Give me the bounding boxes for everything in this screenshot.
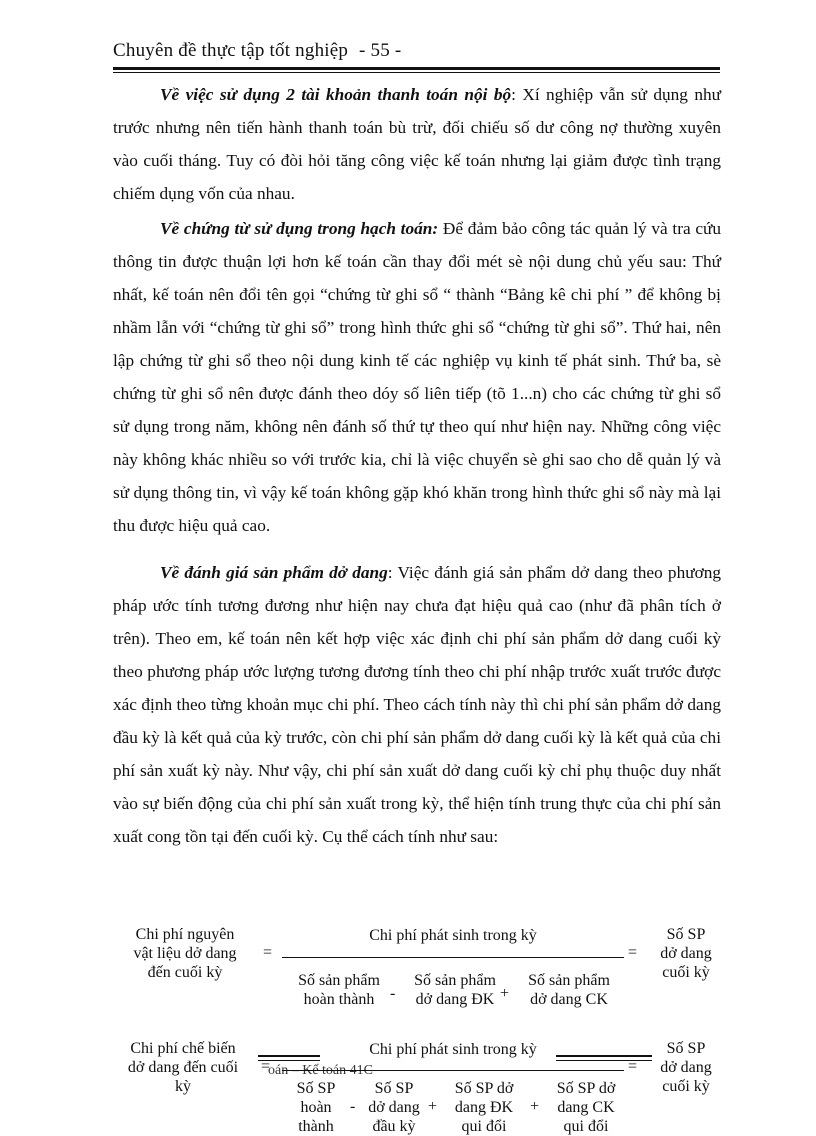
formula1-lhs: Chi phí nguyên vật liệu dở dang đến cuối kỳ	[133, 926, 237, 981]
formula2-plus-2: +	[530, 1098, 540, 1115]
paragraph-lead: Về việc sử dụng 2 tài khoản thanh toán nội bộ	[160, 85, 512, 104]
formula2-denominator-3: Số SP dở dang ĐK qui đổi	[454, 1080, 514, 1135]
formula2-rhs: Số SP dở dang cuối kỳ	[660, 1040, 712, 1095]
header-title: Chuyên đề thực tập tốt nghiệp	[113, 40, 349, 61]
formula2-lhs: Chi phí chế biến dở dang đến cuối kỳ	[127, 1040, 239, 1095]
header-rule-thick	[113, 67, 720, 70]
formula2-denominator-4: Số SP dở dang CK qui đổi	[556, 1080, 616, 1135]
formula1-plus: +	[500, 985, 510, 1002]
paragraph-text: : Xí nghiệp vẫn sử dụng như trước nhưng nên tiến hành thanh toán bù trừ, đối chiếu số dư công nợ thường xuyên vào cuối tháng. Tuy có đòi hỏi tăng công việc kế toán nhưng lại giảm được tình trạng chiếm dụng vốn của nhau.	[113, 85, 722, 203]
paragraph-internal-accounts	[113, 78, 721, 210]
formula1-minus: -	[390, 985, 396, 1002]
formula1-denominator-1: Số sản phẩm hoàn thành	[298, 972, 380, 1008]
paragraph-text: Để đảm bảo công tác quản lý và tra cứu thông tin được thuận lợi hơn kế toán cần thay đổi mét sè nội dung chủ yếu sau: Thứ nhất, kế toán nên đổi tên gọi “chứng từ ghi sổ “ thành “Bảng kê chi phí ” để không bị nhầm lẫn với “chứng từ ghi sổ” trong hình thức ghi sổ “chứng từ ghi sổ”. Thứ hai, nên lập chứng từ ghi sổ theo nội dung kinh tế các nghiệp vụ kinh tế phát sinh. Thứ ba, sè chứng từ ghi sổ nên được đánh theo dóy số liên tiếp (tõ 1...n) cho các chứng từ ghi sổ sử dụng trong năm, không nên đánh số thứ tự theo quí như hiện nay. Những công việc này không khác nhiều so với trước kia, chỉ là việc chuyển sè ghi sao cho dễ quản lý và sử dụng thông tin, vì vậy kế toán không gặp khó khăn trong hình thức ghi sổ này mà lại thu được hiệu quả cao.	[113, 219, 721, 535]
paragraph-text: : Việc đánh giá sản phẩm dở dang theo phương pháp ước tính tương đương như hiện nay chưa đạt hiệu quả cao (như đã phân tích ở trên). Theo em, kế toán nên kết hợp việc xác định chi phí sản phẩm dở dang cuối kỳ theo phương pháp ước lượng tương đương tính theo chi phí nhập trước xuất trước được xác định theo từng khoản mục chi phí. Theo cách tính này thì chi phí sản phẩm dở dang đầu kỳ là kết quả của kỳ trước, còn chi phí sản phẩm dở dang cuối kỳ là kết quả của chi phí sản xuất kỳ này. Như vậy, chi phí sản xuất dở dang cuối kỳ chỉ phụ thuộc duy nhất vào sự biến động của chi phí sản xuất trong kỳ, thể hiện tính trung thực của chi phí sản xuất cong tồn tại đến cuối kỳ. Cụ thể cách tính như sau:	[113, 563, 721, 846]
formula2-minus: -	[350, 1098, 356, 1115]
formula1-equals-2: =	[628, 944, 638, 961]
formula2-plus: +	[428, 1098, 438, 1115]
formula1-denominator-2: Số sản phẩm dở dang ĐK	[414, 972, 496, 1008]
page-header	[113, 40, 401, 62]
formula1-denominator-3: Số sản phẩm dở dang CK	[528, 972, 610, 1008]
formula1-rhs: Số SP dở dang cuối kỳ	[660, 926, 712, 981]
header-rule-thin	[113, 72, 720, 73]
page-number: - 55 -	[359, 40, 402, 61]
formula2-equals-2: =	[628, 1058, 638, 1075]
paragraph-vouchers	[113, 212, 721, 542]
paragraph-lead: Về chứng từ sử dụng trong hạch toán:	[160, 219, 439, 238]
paragraph-lead: Về đánh giá sản phẩm dở dang	[160, 563, 388, 582]
formula2-right-double-rule	[556, 1055, 652, 1057]
formula1-numerator: Chi phí phát sinh trong kỳ	[369, 927, 537, 944]
formula2-numerator: Chi phí phát sinh trong kỳ	[369, 1041, 537, 1058]
formula2-footer-overlay: oán – Kế toán 41C	[268, 1063, 373, 1078]
formula2-denominator-2: Số SP dở dang đầu kỳ	[368, 1080, 420, 1135]
formula2-equals: =	[261, 1058, 271, 1075]
formula2-fraction-line	[282, 1070, 624, 1071]
formula2-denominator-1: Số SP hoàn thành	[296, 1080, 336, 1135]
formula1-fraction-line	[282, 957, 624, 958]
paragraph-wip-valuation	[113, 556, 721, 853]
formula2-right-double-rule-2	[556, 1060, 652, 1061]
formula1-equals: =	[263, 944, 273, 961]
